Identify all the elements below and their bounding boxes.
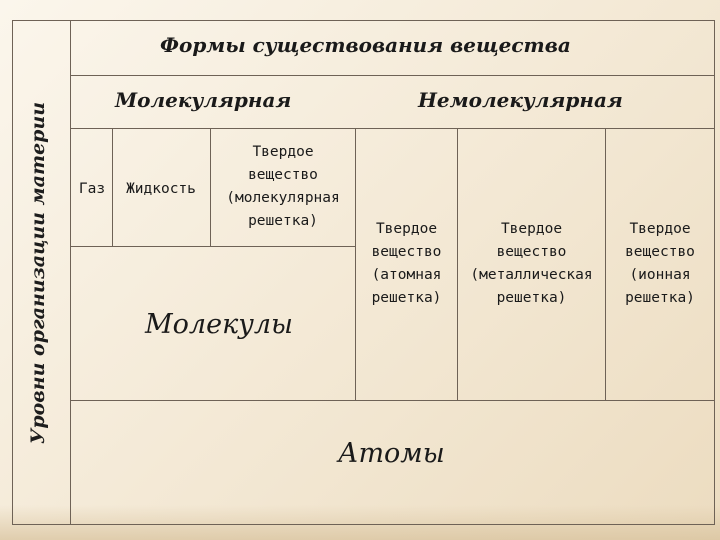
top-title: Формы существования вещества <box>160 33 571 57</box>
solid-ionic-line-4: решетка) <box>625 290 695 306</box>
solid-atomic-line-1: Твердое <box>375 221 438 237</box>
solid-metallic-line-2: вещество <box>496 244 567 260</box>
solid-ionic <box>606 218 714 310</box>
solid-ionic-line-1: Твердое <box>629 221 691 237</box>
atoms-label: Атомы <box>338 438 445 469</box>
solid-metallic-line-3: (металлическая <box>470 267 593 283</box>
solid-molecular-line-1: Твердое <box>252 144 314 160</box>
solid-metallic-line-1: Твердое <box>500 221 563 237</box>
liquid-label: Жидкость <box>126 181 196 197</box>
solid-ionic-line-2: вещество <box>625 244 695 260</box>
solid-atomic-line-3: (атомная <box>371 267 442 283</box>
atoms-row-divider <box>70 400 715 401</box>
solid-molecular <box>211 141 355 233</box>
solid-ionic-line-3: (ионная <box>629 267 691 283</box>
forms-row-divider <box>70 128 715 129</box>
nonmolecular-label: Немолекулярная <box>418 88 623 112</box>
solid-atomic-line-4: решетка) <box>371 290 442 306</box>
solid-molecular-line-2: вещество <box>248 167 318 183</box>
title-row-divider <box>70 75 715 76</box>
molecular-label: Молекулярная <box>115 88 292 112</box>
solid-metallic-line-4: решетка) <box>496 290 567 306</box>
side-title-container <box>8 20 68 525</box>
states-row-divider <box>70 246 355 247</box>
molecules-label: Молекулы <box>145 309 294 340</box>
solid-atomic <box>356 218 457 310</box>
side-title: Уровни организации материи <box>27 101 49 444</box>
solid-metallic <box>458 218 605 310</box>
solid-molecular-line-3: (молекулярная <box>226 190 340 206</box>
side-column-divider <box>70 20 71 525</box>
gas-label: Газ <box>78 181 106 197</box>
solid-molecular-line-4: решетка) <box>248 213 318 229</box>
solid-atomic-line-2: вещество <box>371 244 442 260</box>
